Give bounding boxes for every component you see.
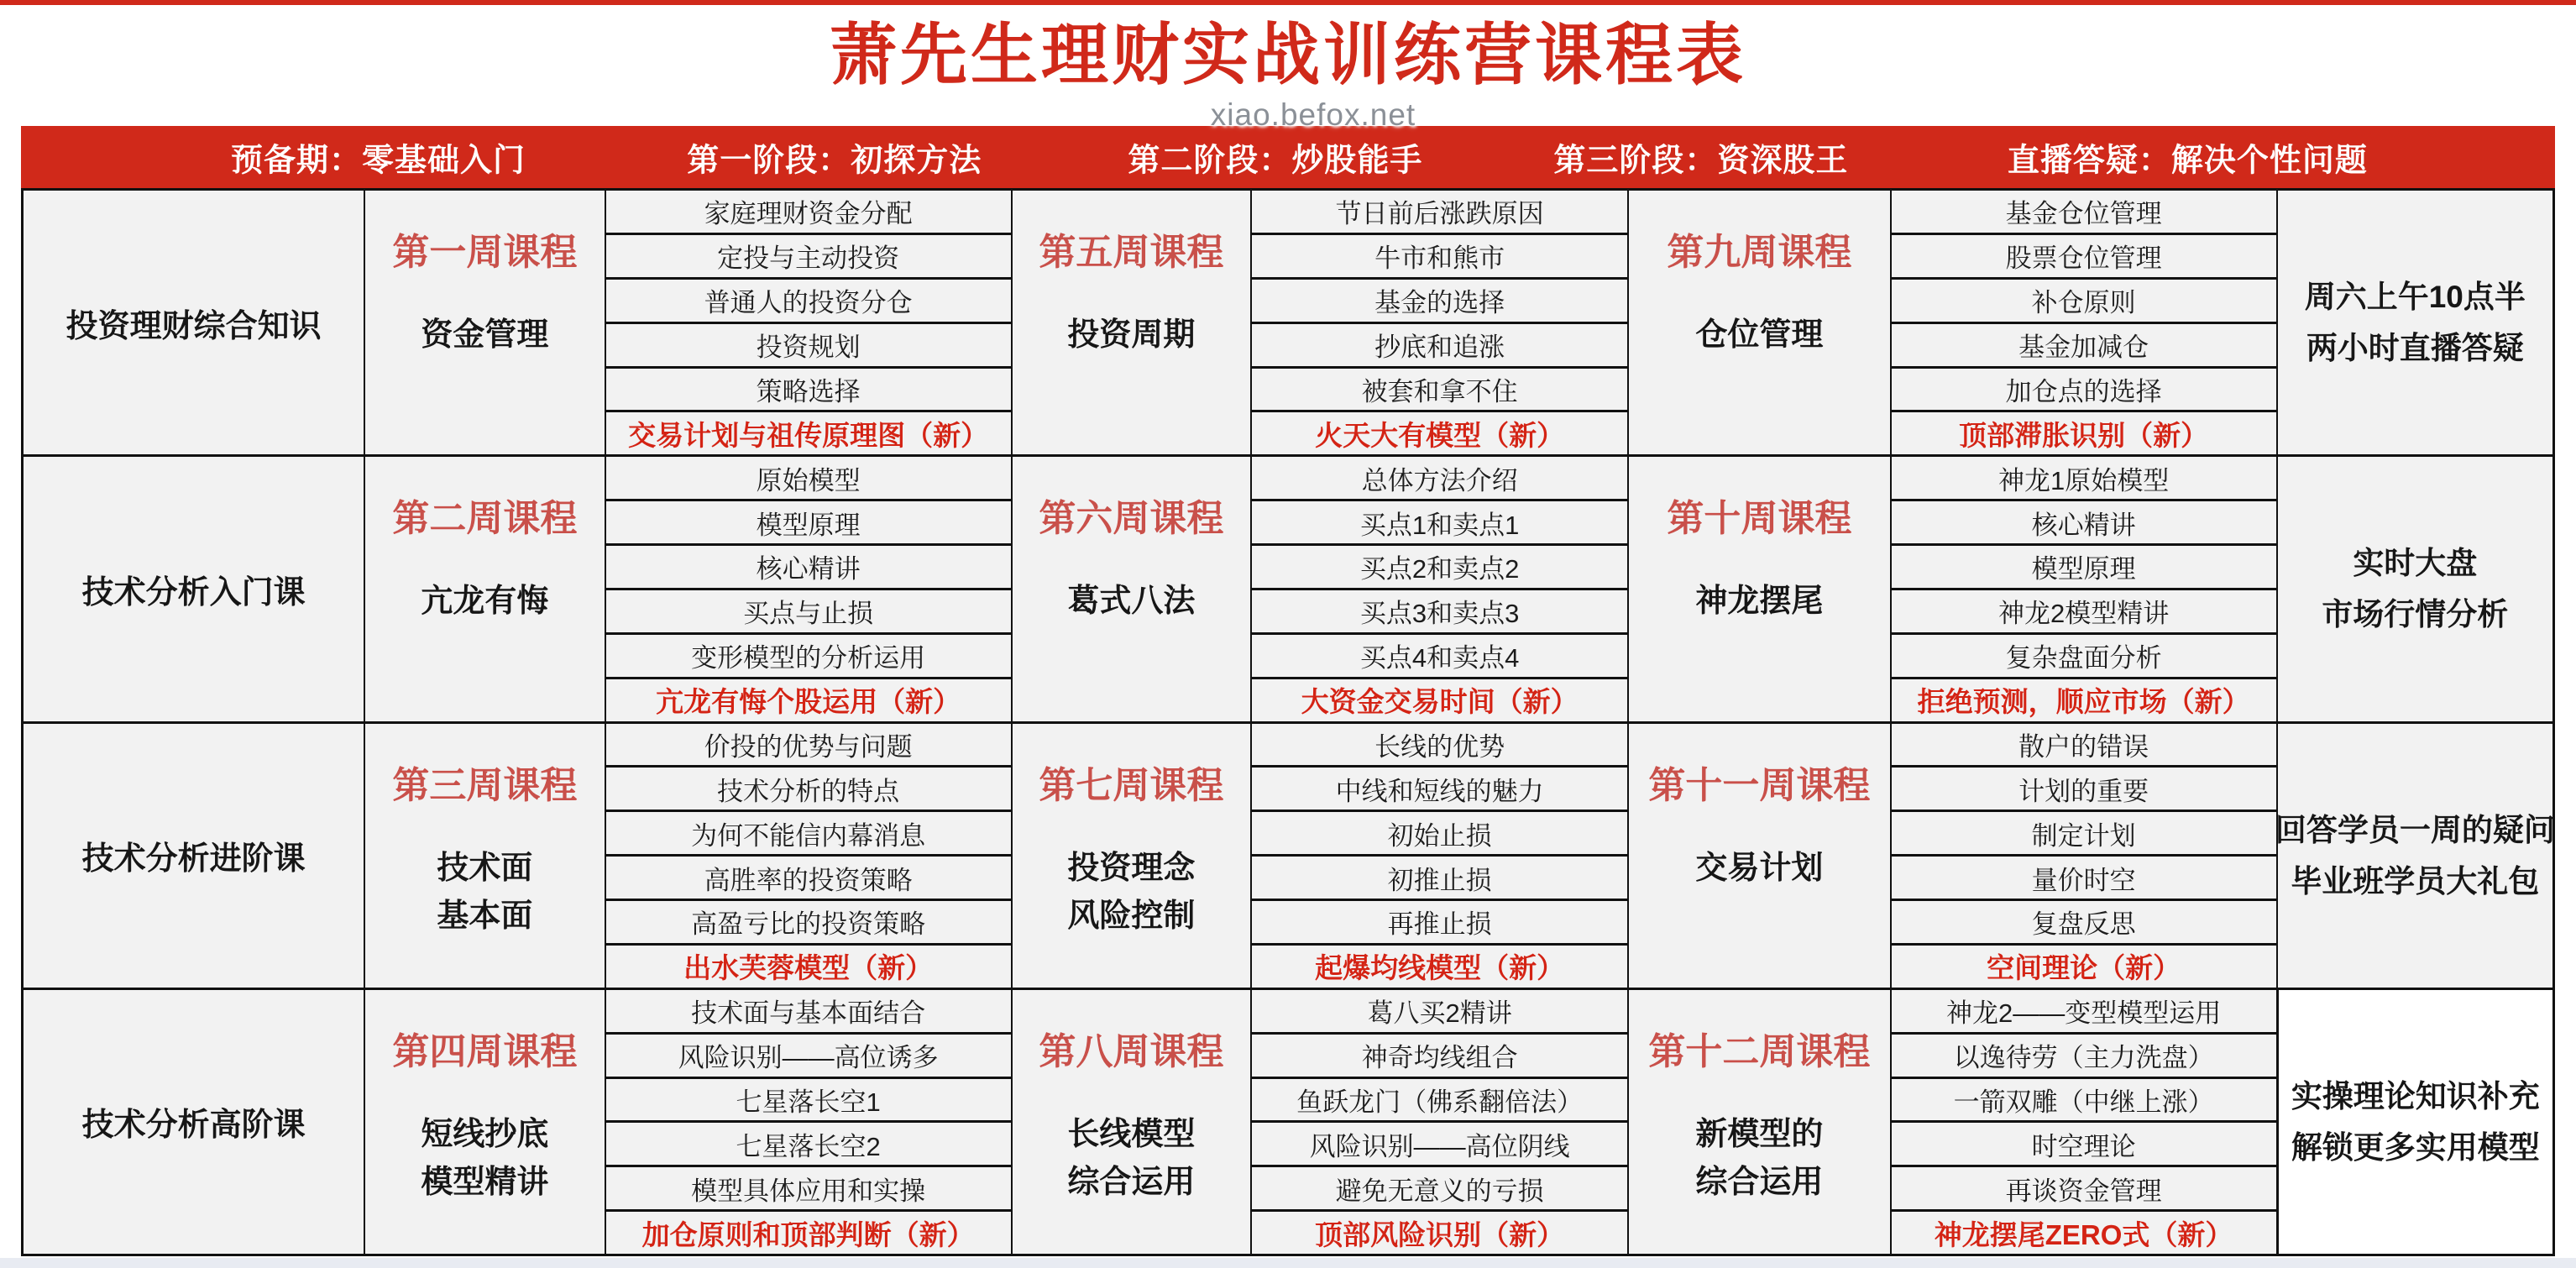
week-number: 第八周课程	[1039, 1030, 1224, 1072]
topic-item: 总体方法介绍	[1252, 457, 1627, 501]
week-number: 第三周课程	[392, 764, 578, 806]
watermark-text: xiao.befox.net	[1210, 97, 1416, 132]
week-subtitle-line: 综合运用	[1695, 1164, 1824, 1200]
week-subtitle-line: 技术面	[437, 850, 533, 886]
topic-item: 量价时空	[1892, 857, 2276, 901]
topic-item: 神龙1原始模型	[1892, 457, 2276, 501]
topics-cell	[606, 457, 1013, 720]
topic-item: 基金加减仓	[1892, 324, 2276, 369]
topic-item: 散户的错误	[1892, 724, 2276, 768]
live-answer-cell	[2278, 990, 2552, 1254]
week-number: 第五周课程	[1039, 232, 1224, 273]
side-line: 市场行情分析	[2322, 597, 2509, 632]
topic-item: 家庭理财资金分配	[606, 191, 1011, 235]
topic-item: 鱼跃龙门（佛系翻倍法）	[1252, 1079, 1627, 1124]
week-number: 第九周课程	[1667, 232, 1852, 273]
week-cell	[365, 457, 605, 720]
topics-cell	[606, 724, 1013, 988]
topics-cell	[1252, 724, 1629, 988]
live-answer-cell	[2278, 457, 2552, 720]
week-cell	[365, 724, 605, 988]
topics-cell	[606, 990, 1013, 1254]
topic-item: 初推止损	[1252, 857, 1627, 901]
topic-item: 神龙2模型精讲	[1892, 590, 2276, 635]
side-line: 解锁更多实用模型	[2291, 1129, 2540, 1165]
topic-item: 买点3和卖点3	[1252, 590, 1627, 635]
topic-item: 技术面与基本面结合	[606, 990, 1011, 1035]
week-subtitle-line: 短线抄底	[421, 1116, 549, 1152]
side-line: 实时大盘	[2353, 546, 2478, 581]
topic-item-new: 神龙摆尾ZERO式（新）	[1934, 1218, 2233, 1250]
week-subtitle	[1695, 578, 1823, 626]
side-line: 毕业班学员大礼包	[2291, 863, 2540, 899]
page-title: 萧先生理财实战训练营课程表	[830, 18, 1746, 92]
topics-cell	[1252, 457, 1629, 720]
topics-cell	[606, 191, 1013, 454]
table-row	[24, 724, 2555, 990]
topics-cell	[1252, 990, 1629, 1254]
topic-item: 定投与主动投资	[606, 235, 1011, 280]
topic-item: 长线的优势	[1252, 724, 1627, 768]
topic-item-new: 空间理论（新）	[1987, 952, 2181, 984]
topic-item: 基金仓位管理	[1892, 191, 2276, 235]
topic-item-new: 亢龙有悔个股运用（新）	[656, 686, 961, 718]
week-subtitle	[1067, 1111, 1195, 1207]
week-subtitle	[1695, 312, 1823, 359]
topic-item: 制定计划	[1892, 812, 2276, 857]
stage-label-live: 直播答疑：解决个性问题	[2007, 143, 2368, 179]
week-cell	[1013, 191, 1252, 454]
week-cell	[1629, 724, 1891, 988]
topic-item: 高盈亏比的投资策略	[606, 901, 1011, 946]
topic-item: 计划的重要	[1892, 768, 2276, 812]
course-table	[21, 188, 2555, 1256]
topic-item: 抄底和追涨	[1252, 324, 1627, 369]
side-line: 实操理论知识补充	[2291, 1078, 2540, 1113]
topic-item: 复杂盘面分析	[1892, 635, 2276, 679]
topic-item-new: 大资金交易时间（新）	[1301, 686, 1579, 718]
week-subtitle-line: 基本面	[437, 898, 533, 934]
topic-item: 复盘反思	[1892, 901, 2276, 946]
topics-cell	[1892, 457, 2278, 720]
topic-item: 初始止损	[1252, 812, 1627, 857]
topic-item: 加仓点的选择	[1892, 369, 2276, 413]
topic-item: 原始模型	[606, 457, 1011, 501]
topic-item: 高胜率的投资策略	[606, 857, 1011, 901]
topic-item: 买点4和卖点4	[1252, 635, 1627, 679]
topic-item: 投资规划	[606, 324, 1011, 369]
topic-item-new: 火天大有模型（新）	[1315, 419, 1565, 451]
topic-item: 避免无意义的亏损	[1252, 1167, 1627, 1212]
topic-item-new: 顶部风险识别（新）	[1315, 1218, 1565, 1250]
topic-item: 牛市和熊市	[1252, 235, 1627, 280]
topic-item: 被套和拿不住	[1252, 369, 1627, 413]
topics-cell	[1892, 191, 2278, 454]
week-subtitle-line: 资金管理	[421, 317, 549, 353]
topic-item: 神奇均线组合	[1252, 1035, 1627, 1079]
topics-cell	[1252, 191, 1629, 454]
week-subtitle	[437, 845, 532, 941]
topic-item: 基金的选择	[1252, 280, 1627, 324]
week-number: 第六周课程	[1039, 498, 1224, 540]
topics-cell	[1892, 990, 2278, 1254]
week-subtitle-line: 综合运用	[1067, 1164, 1196, 1200]
week-subtitle-line: 长线模型	[1067, 1116, 1196, 1152]
side-line: 周六上午10点半	[2304, 280, 2526, 315]
week-cell	[365, 990, 605, 1254]
topic-item: 买点与止损	[606, 590, 1011, 635]
week-subtitle-line: 模型精讲	[421, 1164, 549, 1200]
table-row	[24, 191, 2552, 457]
topic-item: 七星落长空2	[606, 1123, 1011, 1167]
topic-item-new: 拒绝预测，顺应市场（新）	[1917, 686, 2250, 718]
week-cell	[1629, 191, 1891, 454]
week-cell	[1013, 457, 1252, 720]
topic-item: 股票仓位管理	[1892, 235, 2276, 280]
topic-item: 时空理论	[1892, 1123, 2276, 1167]
topics-cell	[1892, 724, 2278, 988]
topic-item: 买点1和卖点1	[1252, 501, 1627, 546]
week-cell	[365, 191, 605, 454]
category-cell: 投资理财综合知识	[24, 191, 365, 454]
week-subtitle	[421, 312, 548, 359]
topic-item: 模型原理	[606, 501, 1011, 546]
week-number: 第一周课程	[392, 232, 578, 273]
topic-item: 价投的优势与问题	[606, 724, 1011, 768]
week-subtitle	[1067, 845, 1195, 941]
topic-item: 节日前后涨跌原因	[1252, 191, 1627, 235]
topic-item: 买点2和卖点2	[1252, 546, 1627, 590]
week-number: 第十一周课程	[1648, 764, 1871, 806]
topic-item-new: 加仓原则和顶部判断（新）	[641, 1218, 975, 1250]
category-cell: 技术分析入门课	[24, 457, 365, 720]
topic-item: 补仓原则	[1892, 280, 2276, 324]
week-subtitle-line: 葛式八法	[1067, 584, 1196, 620]
topic-item: 普通人的投资分仓	[606, 280, 1011, 324]
topic-item: 技术分析的特点	[606, 768, 1011, 812]
stage-label-3: 第三阶段：资深股王	[1553, 143, 1849, 179]
topic-item: 以逸待劳（主力洗盘）	[1892, 1035, 2276, 1079]
week-number: 第十周课程	[1667, 498, 1852, 540]
week-subtitle-line: 亢龙有悔	[421, 584, 549, 620]
week-subtitle-line: 投资理念	[1067, 850, 1196, 886]
bottom-strip	[0, 1258, 2576, 1268]
topic-item: 核心精讲	[1892, 501, 2276, 546]
topic-item: 风险识别——高位阴线	[1252, 1123, 1627, 1167]
week-cell	[1013, 724, 1252, 988]
week-number: 第二周课程	[392, 498, 578, 540]
side-line: 回答学员一周的疑问	[2275, 812, 2555, 847]
week-subtitle-line: 投资周期	[1067, 317, 1196, 353]
table-row	[24, 990, 2552, 1254]
week-subtitle-line: 交易计划	[1695, 850, 1824, 886]
category-cell: 技术分析进阶课	[24, 724, 365, 988]
week-subtitle	[1067, 312, 1195, 359]
topic-item: 模型原理	[1892, 546, 2276, 590]
topic-item-new: 顶部滞胀识别（新）	[1959, 419, 2209, 451]
topic-item-new: 起爆均线模型（新）	[1315, 952, 1565, 984]
category-cell: 技术分析高阶课	[24, 990, 365, 1254]
table-row	[24, 457, 2552, 723]
week-number: 第四周课程	[392, 1030, 578, 1072]
live-answer-cell	[2275, 724, 2555, 988]
week-subtitle-line: 仓位管理	[1695, 317, 1824, 353]
top-red-strip	[0, 0, 2576, 5]
week-subtitle	[1067, 578, 1195, 626]
week-subtitle-line: 新模型的	[1695, 1116, 1824, 1152]
stage-label-prep: 预备期：零基础入门	[231, 143, 526, 179]
topic-item: 中线和短线的魅力	[1252, 768, 1627, 812]
side-line: 两小时直播答疑	[2306, 331, 2524, 366]
topic-item-new: 出水芙蓉模型（新）	[683, 952, 934, 984]
topic-item: 神龙2——变型模型运用	[1892, 990, 2276, 1035]
topic-item: 葛八买2精讲	[1252, 990, 1627, 1035]
topic-item-new: 交易计划与祖传原理图（新）	[628, 419, 989, 451]
topic-item: 模型具体应用和实操	[606, 1167, 1011, 1212]
topic-item: 七星落长空1	[606, 1079, 1011, 1124]
week-subtitle-line: 神龙摆尾	[1695, 584, 1824, 620]
week-subtitle	[421, 1111, 548, 1207]
week-subtitle	[421, 578, 548, 626]
week-subtitle	[1695, 845, 1823, 893]
topic-item: 一箭双雕（中继上涨）	[1892, 1079, 2276, 1124]
week-number: 第十二周课程	[1648, 1030, 1871, 1072]
topic-item: 再谈资金管理	[1892, 1167, 2276, 1212]
week-number: 第七周课程	[1039, 764, 1224, 806]
topic-item: 核心精讲	[606, 546, 1011, 590]
week-cell	[1629, 457, 1891, 720]
topic-item: 变形模型的分析运用	[606, 635, 1011, 679]
topic-item: 策略选择	[606, 369, 1011, 413]
week-cell	[1629, 990, 1891, 1254]
topic-item: 为何不能信内幕消息	[606, 812, 1011, 857]
topic-item: 再推止损	[1252, 901, 1627, 946]
week-subtitle-line: 风险控制	[1067, 898, 1196, 934]
stage-label-1: 第一阶段：初探方法	[687, 143, 982, 179]
topic-item: 风险识别——高位诱多	[606, 1035, 1011, 1079]
stage-header-band	[21, 126, 2555, 188]
week-subtitle	[1695, 1111, 1823, 1207]
live-answer-cell	[2278, 191, 2552, 454]
week-cell	[1013, 990, 1252, 1254]
stage-label-2: 第二阶段：炒股能手	[1128, 143, 1423, 179]
